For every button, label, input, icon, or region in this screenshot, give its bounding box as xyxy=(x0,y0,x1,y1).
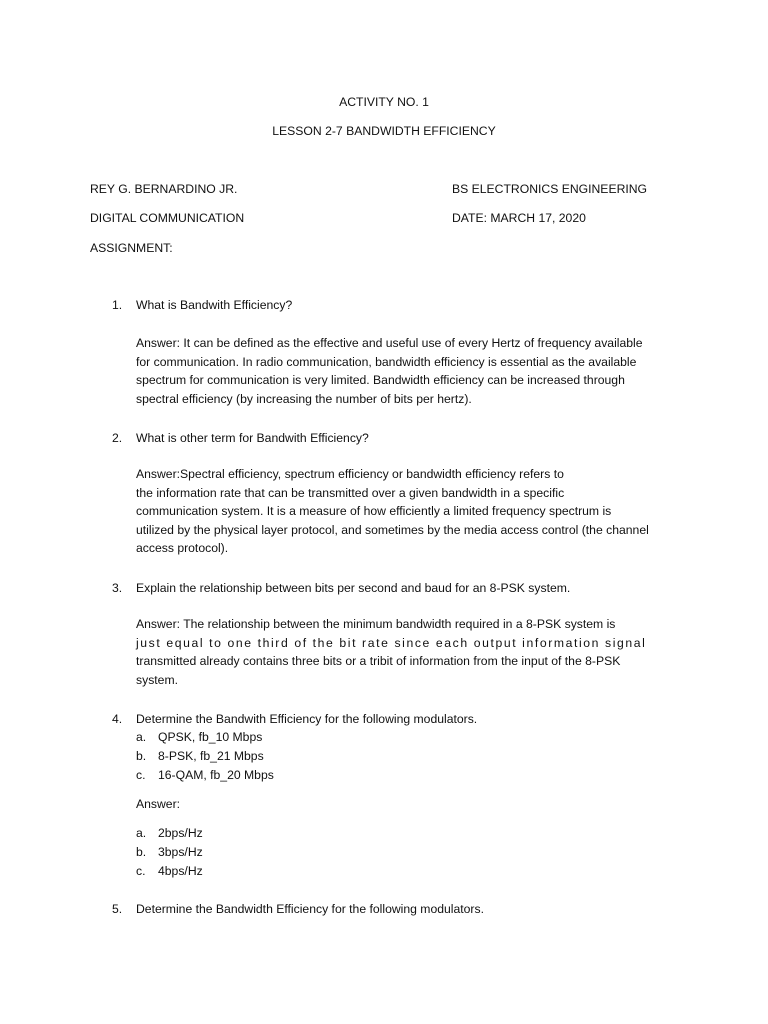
answer-line: utilized by the physical layer protocol, and sometimes by the media access control (the channel xyxy=(136,522,649,537)
answer-line: system. xyxy=(136,672,178,687)
answer-item-text: 2bps/Hz xyxy=(158,826,203,840)
question-text: Determine the Bandwidth Efficiency for the following modulators. xyxy=(136,902,484,916)
list-item-text: QPSK, fb_10 Mbps xyxy=(158,730,263,744)
answer-item-letter: c. xyxy=(136,864,146,878)
subject-name: DIGITAL COMMUNICATION xyxy=(90,211,245,225)
answer-line: spectral efficiency (by increasing the number of bits per hertz). xyxy=(136,391,472,406)
answer-item-text: 4bps/Hz xyxy=(158,864,203,878)
list-item-letter: a. xyxy=(136,730,147,744)
answer-line: just equal to one third of the bit rate since each output information signal xyxy=(136,635,647,650)
question-text: What is Bandwith Efficiency? xyxy=(136,298,293,312)
answer-line: the information rate that can be transmitted over a given bandwidth in a specific xyxy=(136,485,565,500)
list-item-letter: b. xyxy=(136,749,147,763)
question-text: What is other term for Bandwith Efficiency? xyxy=(136,431,369,445)
question-number: 5. xyxy=(112,902,123,916)
answer-item-text: 3bps/Hz xyxy=(158,845,203,859)
assignment-label: ASSIGNMENT: xyxy=(90,241,173,255)
question-text: Determine the Bandwith Efficiency for the following modulators. xyxy=(136,712,478,726)
answer-label: Answer: xyxy=(136,797,181,811)
answer-item-letter: b. xyxy=(136,845,147,859)
list-item-text: 16-QAM, fb_20 Mbps xyxy=(158,768,274,782)
question-number: 2. xyxy=(112,431,123,445)
answer-paragraph xyxy=(136,615,676,689)
course-name: BS ELECTRONICS ENGINEERING xyxy=(452,182,648,196)
question-number: 4. xyxy=(112,712,123,726)
activity-title: ACTIVITY NO. 1 xyxy=(339,95,429,109)
answer-line: Answer:Spectral efficiency, spectrum efficiency or bandwidth efficiency refers to xyxy=(136,467,564,481)
answer-line: for communication. In radio communication, bandwidth efficiency is essential as the available xyxy=(136,354,637,369)
question-number: 3. xyxy=(112,581,123,595)
list-item-text: 8-PSK, fb_21 Mbps xyxy=(158,749,264,763)
answer-line: transmitted already contains three bits or a tribit of information from the input of the 8-PSK xyxy=(136,654,621,669)
answer-paragraph xyxy=(136,465,676,558)
list-item-letter: c. xyxy=(136,768,146,782)
date-field: DATE: MARCH 17, 2020 xyxy=(452,211,586,225)
answer-line: communication system. It is a measure of how efficiently a limited frequency spectrum is xyxy=(136,504,612,519)
answer-line: Answer: The relationship between the minimum bandwidth required in a 8-PSK system is xyxy=(136,617,616,631)
answer-line: access protocol). xyxy=(136,541,229,556)
question-number: 1. xyxy=(112,298,123,312)
lesson-title: LESSON 2-7 BANDWIDTH EFFICIENCY xyxy=(272,124,496,138)
answer-line: spectrum for communication is very limited. Bandwidth efficiency can be increased through xyxy=(136,373,625,388)
answer-line: Answer: It can be defined as the effective and useful use of every Hertz of frequency available xyxy=(136,336,643,350)
answer-paragraph xyxy=(136,334,676,408)
question-text: Explain the relationship between bits per second and baud for an 8-PSK system. xyxy=(136,581,571,595)
answer-item-letter: a. xyxy=(136,826,147,840)
student-name: REY G. BERNARDINO JR. xyxy=(90,182,238,196)
